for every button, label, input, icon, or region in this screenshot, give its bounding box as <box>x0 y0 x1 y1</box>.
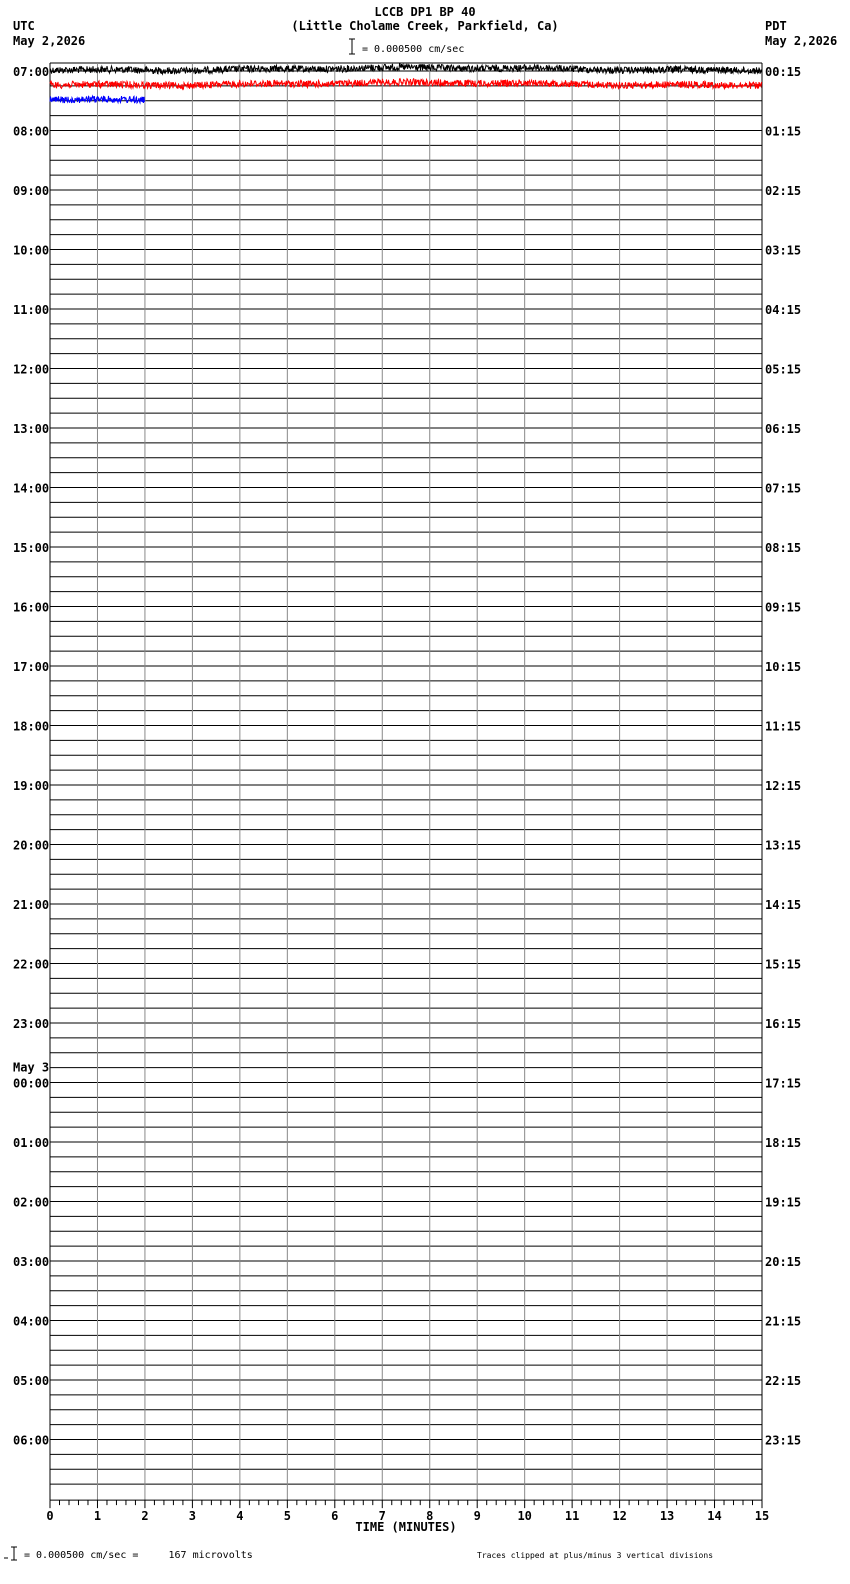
chart-subtitle: (Little Cholame Creek, Parkfield, Ca) <box>291 19 559 33</box>
left-date: May 2,2026 <box>13 34 86 48</box>
x-tick-label: 6 <box>331 1509 339 1524</box>
utc-time-label: 23:00 <box>13 1017 50 1031</box>
utc-time-label: 13:00 <box>13 422 50 436</box>
seismic-trace <box>50 64 762 74</box>
pdt-time-label: 10:15 <box>765 660 802 674</box>
right-date: May 2,2026 <box>765 34 838 48</box>
x-axis-label: TIME (MINUTES) <box>355 1520 457 1535</box>
pdt-time-label: 22:15 <box>765 1374 802 1388</box>
pdt-time-label: 17:15 <box>765 1076 802 1091</box>
x-tick-label: 3 <box>188 1509 197 1524</box>
pdt-time-label: 05:15 <box>765 362 802 377</box>
x-tick-label: 9 <box>473 1509 481 1524</box>
x-tick-label: 5 <box>283 1509 291 1524</box>
x-tick-label: 1 <box>93 1509 102 1524</box>
x-tick-label: 11 <box>564 1509 580 1524</box>
left-timezone: UTC <box>13 19 35 33</box>
date-change-label: May 3 <box>13 1060 50 1075</box>
x-tick-label: 2 <box>141 1509 149 1524</box>
pdt-time-label: 15:15 <box>765 957 802 972</box>
pdt-time-label: 11:15 <box>765 719 802 734</box>
pdt-time-label: 01:15 <box>765 124 802 139</box>
utc-time-label: 22:00 <box>13 957 50 972</box>
utc-time-label: 09:00 <box>13 184 50 198</box>
utc-time-label: 19:00 <box>13 779 50 793</box>
pdt-time-label: 07:15 <box>765 481 802 496</box>
x-tick-label: 7 <box>378 1509 386 1524</box>
utc-time-label: 12:00 <box>13 362 50 377</box>
pdt-time-label: 21:15 <box>765 1314 802 1329</box>
plot-grid <box>50 63 762 1500</box>
chart-title: LCCB DP1 BP 40 <box>374 5 476 19</box>
pdt-time-label: 06:15 <box>765 422 802 436</box>
footer-clip-note: Traces clipped at plus/minus 3 vertical divisions <box>477 1551 714 1560</box>
pdt-time-label: 16:15 <box>765 1017 802 1031</box>
utc-time-label: 01:00 <box>13 1136 50 1150</box>
pdt-time-label: 18:15 <box>765 1136 802 1150</box>
utc-time-label: 07:00 <box>13 65 50 79</box>
utc-time-label: 21:00 <box>13 898 50 912</box>
trace-layer <box>50 64 762 103</box>
pdt-time-label: 04:15 <box>765 303 802 317</box>
x-tick-label: 4 <box>236 1509 244 1524</box>
pdt-time-label: 13:15 <box>765 838 802 853</box>
utc-time-label: 08:00 <box>13 124 50 139</box>
right-timezone: PDT <box>765 19 787 33</box>
footer-scale-bar-icon <box>2 1546 18 1562</box>
pdt-time-label: 23:15 <box>765 1433 802 1448</box>
x-tick-label: 8 <box>426 1509 434 1524</box>
utc-time-label: 18:00 <box>13 719 50 734</box>
utc-time-label: 16:00 <box>13 600 50 615</box>
utc-time-label: 20:00 <box>13 838 50 853</box>
utc-time-label: 10:00 <box>13 243 50 258</box>
pdt-time-label: 00:15 <box>765 65 802 79</box>
utc-time-label: 17:00 <box>13 660 50 674</box>
x-tick-label: 12 <box>612 1509 627 1524</box>
pdt-time-label: 09:15 <box>765 600 802 615</box>
utc-time-label: 04:00 <box>13 1314 50 1329</box>
pdt-time-label: 08:15 <box>765 541 802 555</box>
seismic-trace <box>50 79 762 89</box>
x-tick-label: 10 <box>517 1509 532 1524</box>
x-tick-label: 13 <box>659 1509 675 1524</box>
row-labels <box>13 65 801 1448</box>
pdt-time-label: 19:15 <box>765 1195 802 1210</box>
x-tick-label: 15 <box>754 1509 770 1524</box>
x-tick-label: 0 <box>46 1509 54 1524</box>
pdt-time-label: 12:15 <box>765 779 802 793</box>
utc-time-label: 00:00 <box>13 1076 50 1091</box>
scale-label: = 0.000500 cm/sec <box>362 44 465 55</box>
utc-time-label: 03:00 <box>13 1255 50 1269</box>
utc-time-label: 06:00 <box>13 1433 50 1448</box>
x-tick-label: 14 <box>707 1509 722 1524</box>
pdt-time-label: 02:15 <box>765 184 802 198</box>
pdt-time-label: 20:15 <box>765 1255 802 1269</box>
x-axis <box>46 1500 769 1534</box>
footer-scale-text: = 0.000500 cm/sec = 167 microvolts <box>24 1550 253 1561</box>
pdt-time-label: 14:15 <box>765 898 802 912</box>
utc-time-label: 02:00 <box>13 1195 50 1210</box>
footer-scale-indicator <box>2 1546 18 1566</box>
utc-time-label: 15:00 <box>13 541 50 555</box>
pdt-time-label: 03:15 <box>765 243 802 258</box>
utc-time-label: 14:00 <box>13 481 50 496</box>
utc-time-label: 11:00 <box>13 303 50 317</box>
utc-time-label: 05:00 <box>13 1374 50 1388</box>
